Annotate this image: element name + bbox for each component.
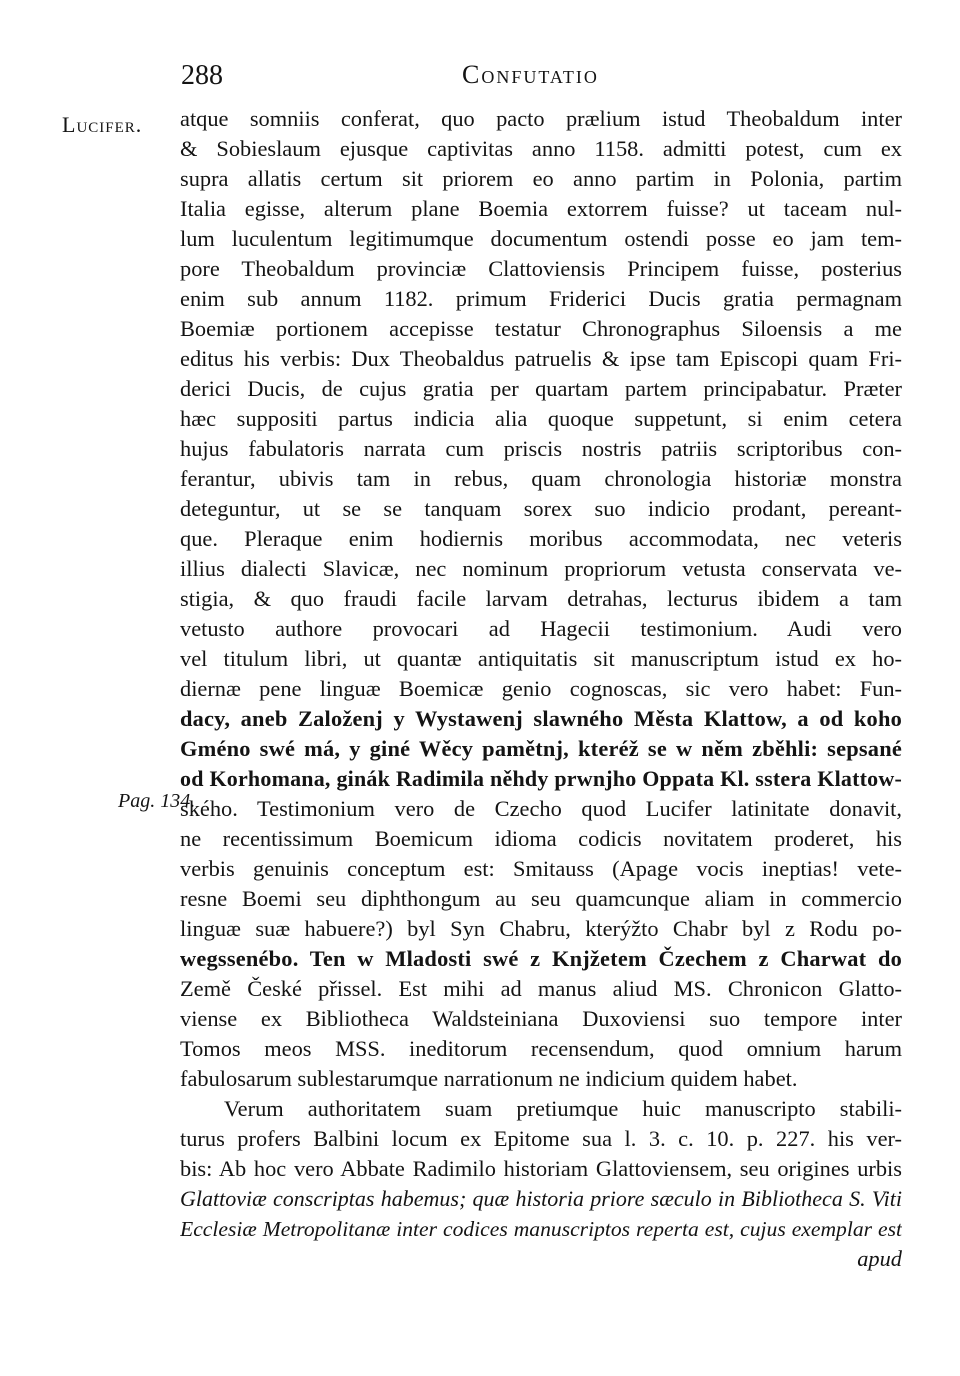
text-line: ského. Testimonium vero de Czecho quod Lucifer latinitate donavit, xyxy=(180,796,902,821)
text-line: Boemiæ portionem accepisse testatur Chronographus Siloensis a me xyxy=(180,316,902,341)
text-line-czech: wegssenébo. Ten w Mladosti swé z Knjžetem Čzechem z Charwat do xyxy=(180,946,902,971)
text-line-czech: dacy, aneb Založenj y Wystawenj slawného Města Klattow, a od koho xyxy=(180,706,902,731)
text-line: deteguntur, ut se se tanquam sorex suo indicio prodant, pereant- xyxy=(180,496,902,521)
text-line: & Sobieslaum ejusque captivitas anno 1158. admitti potest, cum ex xyxy=(180,136,902,161)
text-line: lum luculentum legitimumque documentum ostendi posse eo jam tem- xyxy=(180,226,902,251)
page-number: 288 xyxy=(181,60,223,91)
text-line-paragraph-start: Verum authoritatem suam pretiumque huic manuscripto stabili- xyxy=(224,1096,902,1121)
text-line: vel titulum libri, ut quantæ antiquitatis sit manuscriptum istud ex ho- xyxy=(180,646,902,671)
catchword: apud xyxy=(857,1246,902,1271)
text-line-quotation: Glattoviæ conscriptas habemus; quæ historia priore sæculo in Bibliotheca S. Viti xyxy=(180,1186,902,1211)
text-line-czech: od Korhomana, ginák Radimila něhdy prwnjho Oppata Kl. sstera Klattow- xyxy=(180,766,902,791)
text-line: Italia egisse, alterum plane Boemia extorrem fuisse? ut taceam nul- xyxy=(180,196,902,221)
text-line: Tomos meos MSS. ineditorum recensendum, quod omnium harum xyxy=(180,1036,902,1061)
text-line: atque somniis conferat, quo pacto prælium istud Theobaldum inter xyxy=(180,106,902,131)
text-line-quotation: Ecclesiæ Metropolitanæ inter codices manuscriptos reperta est, cujus exemplar est xyxy=(180,1217,902,1241)
text-line: vetusto authore provocari ad Hagecii testimonium. Audi vero xyxy=(180,616,902,641)
text-line: editus his verbis: Dux Theobaldus patruelis & ipse tam Episcopi quam Fri- xyxy=(180,346,902,371)
margin-note-lucifer: Lucifer. xyxy=(62,112,143,137)
running-title: Confutatio xyxy=(462,60,599,89)
text-line: enim sub annum 1182. primum Friderici Ducis gratia permagnam xyxy=(180,286,902,311)
text-line: viense ex Bibliotheca Waldsteiniana Duxoviensi suo tempore inter xyxy=(180,1006,902,1031)
text-body xyxy=(180,104,902,1274)
text-line: stigia, & quo fraudi facile larvam detrahas, lecturus ibidem a tam xyxy=(180,586,902,611)
text-line: hæc suppositi partus indicia alia quoque suppetunt, si enim cetera xyxy=(180,406,902,431)
text-line-paragraph-end: fabulosarum sublestarumque narrationum ne indicium quidem habet. xyxy=(180,1066,798,1091)
text-line: linguæ suæ habuere?) byl Syn Chabru, kterýžto Chabr byl z Rodu po- xyxy=(180,916,902,941)
margin-note-page-reference: Pag. 134. xyxy=(118,790,196,812)
text-line: ferantur, ubivis tam in rebus, quam chronologia historiæ monstra xyxy=(180,466,902,491)
text-line: pore Theobaldum provinciæ Clattoviensis Principem fuisse, posterius xyxy=(180,256,902,281)
text-line: verbis genuinis conceptum est: Smitauss (Apage vocis ineptias! vete- xyxy=(180,856,902,881)
page-header xyxy=(0,56,960,96)
text-line: supra allatis certum sit priorem eo anno partim in Polonia, partim xyxy=(180,166,902,191)
text-line: ne recentissimum Boemicum idioma codicis novitatem proderet, his xyxy=(180,826,902,851)
text-line: diernæ pene linguæ Boemicæ genio cognoscas, sic vero habet: Fun- xyxy=(180,676,902,701)
text-line: que. Pleraque enim hodiernis moribus accommodata, nec veteris xyxy=(180,526,902,551)
text-line: hujus fabulatoris narrata cum priscis nostris patriis scriptoribus con- xyxy=(180,436,902,461)
text-line: illius dialecti Slavicæ, nec nominum propriorum vetusta conservata ve- xyxy=(180,556,902,581)
text-line-czech: Gméno swé má, y giné Wěcy pamětnj, kteréž se w něm zběhli: sepsané xyxy=(180,736,902,761)
text-line: bis: Ab hoc vero Abbate Radimilo historiam Glattoviensem, seu origines urbis xyxy=(180,1156,902,1181)
text-line: Země České přissel. Est mihi ad manus aliud MS. Chronicon Glatto- xyxy=(180,976,902,1001)
text-line: turus profers Balbini locum ex Epitome sua l. 3. c. 10. p. 227. his ver- xyxy=(180,1126,902,1151)
text-line: resne Boemi seu diphthongum au seu quamcunque aliam in commercio xyxy=(180,886,902,911)
text-line: derici Ducis, de cujus gratia per quartam partem principabatur. Præter xyxy=(180,376,902,401)
